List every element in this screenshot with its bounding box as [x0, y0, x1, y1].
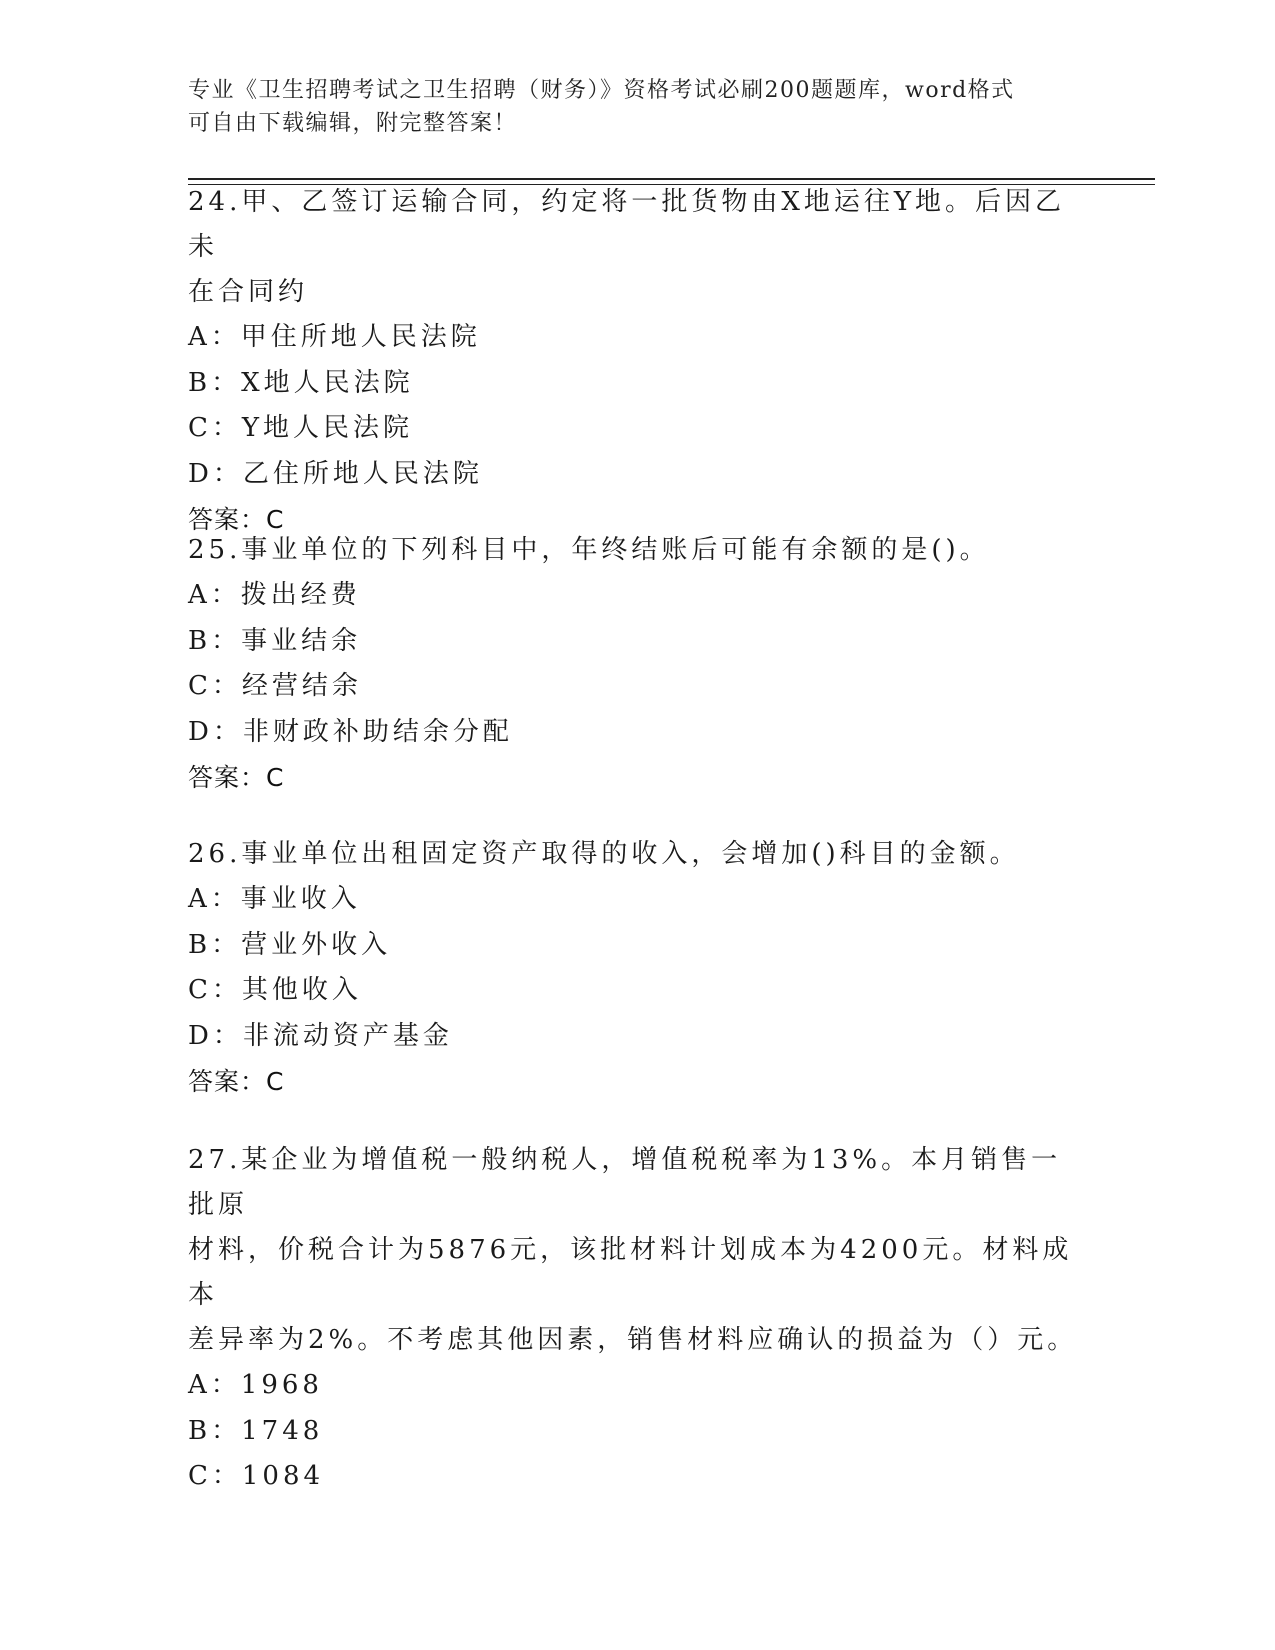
header-line-1: 专业《卫生招聘考试之卫生招聘（财务）》资格考试必刷200题题库，word格式: [188, 78, 1015, 103]
question-27: [188, 1138, 1088, 1500]
option-a: A：甲住所地人民法院: [188, 322, 481, 352]
option-a: A：拨出经费: [188, 580, 361, 610]
question-stem-line: 差异率为2%。不考虑其他因素，销售材料应确认的损益为（）元。: [188, 1325, 1078, 1355]
option-d: D：乙住所地人民法院: [188, 458, 483, 489]
question-26: [188, 832, 1088, 1104]
option-a: A：1968: [188, 1370, 323, 1400]
question-stem-line: 25.事业单位的下列科目中，年终结账后可能有余额的是()。: [188, 535, 990, 565]
option-c: C：1084: [188, 1461, 325, 1491]
answer: 答案：C: [188, 505, 285, 534]
option-c: C：经营结余: [188, 671, 362, 701]
page-header: [188, 74, 1088, 140]
option-a: A：事业收入: [188, 884, 361, 914]
option-c: C：Y地人民法院: [188, 413, 414, 443]
question-stem-line: 24.甲、乙签订运输合同，约定将一批货物由X地运往Y地。后因乙未: [188, 187, 1066, 262]
answer: 答案：C: [188, 763, 285, 792]
option-b: B：营业外收入: [188, 929, 392, 960]
option-d: D：非财政补助结余分配: [188, 716, 513, 747]
question-stem-line: 26.事业单位出租固定资产取得的收入，会增加()科目的金额。: [188, 839, 1020, 869]
answer: 答案：C: [188, 1067, 285, 1096]
option-d: D：非流动资产基金: [188, 1020, 453, 1051]
option-b: B：1748: [188, 1415, 324, 1446]
option-c: C：其他收入: [188, 975, 362, 1005]
question-stem-line: 材料，价税合计为5876元，该批材料计划成本为4200元。材料成本: [188, 1235, 1073, 1310]
question-stem-line: 在合同约: [188, 277, 309, 307]
question-24: [188, 180, 1088, 542]
question-25: [188, 528, 1088, 800]
option-b: B：事业结余: [188, 625, 362, 656]
question-stem-line: 27.某企业为增值税一般纳税人，增值税税率为13%。本月销售一批原: [188, 1145, 1062, 1220]
header-line-2: 可自由下载编辑，附完整答案！: [188, 111, 518, 136]
option-b: B：X地人民法院: [188, 367, 414, 398]
